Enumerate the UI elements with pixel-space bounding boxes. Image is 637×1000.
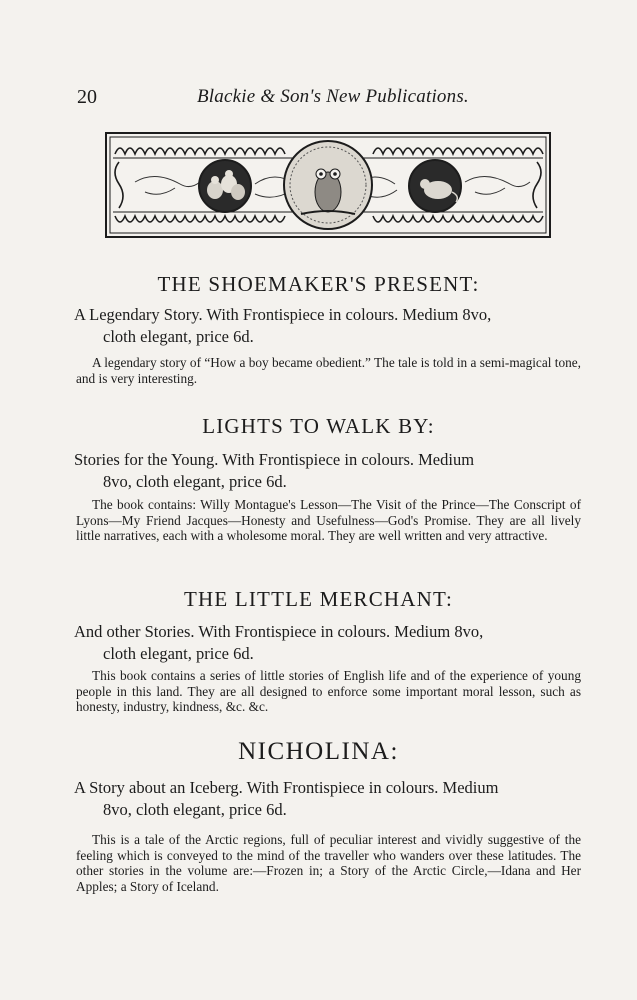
entry-title: THE SHOEMAKER'S PRESENT: — [157, 272, 480, 296]
entry-description: This book contains a series of little stories of English life and of the experience of young people in this land. They are all designed to enforce some important moral lesson, such as honesty, industry, kindness, &c. &c. — [76, 668, 581, 715]
entry-subtitle-line: 8vo, cloth elegant, price 6d. — [103, 800, 287, 819]
entry-subtitle-line: A Story about an Iceberg. With Frontispiece in colours. Medium — [74, 778, 499, 797]
entry-description: The book contains: Willy Montague's Lesson—The Visit of the Prince—The Conscript of Lyons—My Friend Jacques—Honesty and Usefulness—God's Promise. They are all lively little narratives, each with a wholesome moral. They are well written and very attractive. — [76, 497, 581, 544]
entry-subtitle — [76, 777, 581, 821]
left-medallion-mice — [199, 160, 251, 212]
entry-subtitle-line: And other Stories. With Frontispiece in colours. Medium 8vo, — [74, 622, 484, 641]
entry-subtitle — [76, 621, 581, 665]
entry-subtitle-line: A Legendary Story. With Frontispiece in colours. Medium 8vo, — [74, 305, 492, 324]
entry-title: THE LITTLE MERCHANT: — [183, 587, 454, 611]
page-number: 20 — [77, 86, 97, 108]
center-medallion-owl — [284, 141, 372, 229]
entry-subtitle — [76, 304, 581, 348]
entry-subtitle-line: cloth elegant, price 6d. — [103, 327, 254, 346]
page-header — [77, 86, 579, 108]
entry-title: LIGHTS TO WALK BY: — [202, 414, 435, 438]
entry-title: NICHOLINA: — [238, 738, 399, 765]
entry-subtitle-line: Stories for the Young. With Frontispiece in colours. Medium — [74, 450, 475, 469]
entry-subtitle-line: 8vo, cloth elegant, price 6d. — [103, 472, 287, 491]
running-title: Blackie & Son's New Publications. — [197, 86, 469, 107]
right-medallion-mouse — [409, 160, 461, 212]
decorative-banner — [105, 132, 551, 238]
entry-description: This is a tale of the Arctic regions, full of peculiar interest and vividly suggestive of the feeling which is conveyed to the mind of the traveller who wanders over these latitudes. The other stories in the volume are:—Frozen in; a Story of the Arctic Circle,—Idana and Her Apples; a Story of Iceland. — [76, 832, 581, 894]
entry-subtitle — [76, 449, 581, 493]
entry-subtitle-line: cloth elegant, price 6d. — [103, 644, 254, 663]
entry-description: A legendary story of “How a boy became obedient.” The tale is told in a semi-magical tone, and is very interesting. — [76, 355, 581, 386]
